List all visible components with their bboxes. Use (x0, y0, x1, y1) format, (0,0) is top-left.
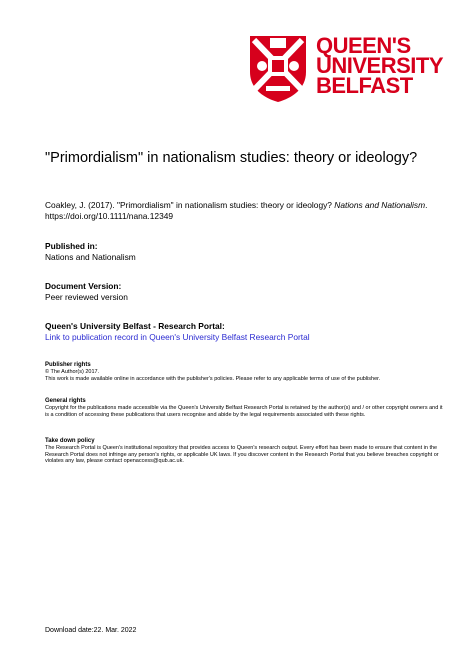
take-down-label: Take down policy (45, 438, 95, 444)
download-date: Download date:22. Mar. 2022 (45, 627, 137, 634)
document-version-value: Peer reviewed version (45, 291, 128, 302)
published-in-value: Nations and Nationalism (45, 251, 136, 262)
citation-end: . (425, 200, 428, 210)
research-portal-label: Queen's University Belfast - Research Portal: (45, 321, 225, 331)
general-rights-label: General rights (45, 398, 86, 404)
publisher-rights-line2: This work is made available online in accordance with the publisher's policies. Please refer to any applicable terms of use of the publisher. (45, 375, 381, 382)
publisher-rights-section (45, 362, 445, 382)
document-version-section (45, 281, 445, 302)
published-in-section (45, 241, 445, 262)
citation-text: Coakley, J. (2017). "Primordialism" in nationalism studies: theory or ideology? (45, 200, 335, 210)
general-rights-text: Copyright for the publications made accessible via the Queen's University Belfast Research Portal is retained by the author(s) and / or other copyright owners and it is a condition of accessing these publications that users recognise and abide by the legal requirements associated with these rights. (45, 405, 443, 418)
take-down-text: The Research Portal is Queen's institutional repository that provides access to Queen's research output. Every effort has been made to ensure that content in the Research Portal does not infringe any person's rights, or applicable UK laws. If you discover content in the Research Portal that you believe breaches copyright or violates any law, please contact openaccess@qub.ac.uk. (45, 445, 439, 465)
university-wordmark (316, 33, 444, 98)
wordmark-line-3: BELFAST (316, 73, 413, 98)
page-title: "Primordialism" in nationalism studies: theory or ideology? (45, 150, 418, 166)
publisher-rights-line1: © The Author(s) 2017. (45, 369, 100, 375)
wordmark-line-2: UNIVERSITY (316, 53, 444, 78)
wordmark-line-1: QUEEN'S (316, 33, 411, 58)
research-portal-section (45, 321, 445, 342)
general-rights-section (45, 398, 445, 418)
document-version-label: Document Version: (45, 281, 122, 291)
university-logo (248, 33, 444, 104)
published-in-label: Published in: (45, 241, 98, 251)
publication-record-link[interactable]: Link to publication record in Queen's University Belfast Research Portal (45, 331, 310, 342)
take-down-section (45, 438, 445, 465)
shield-icon (248, 34, 308, 104)
citation (45, 200, 445, 221)
citation-doi: https://doi.org/10.1111/nana.12349 (45, 210, 174, 221)
citation-journal: Nations and Nationalism (334, 200, 426, 210)
publisher-rights-label: Publisher rights (45, 362, 91, 368)
